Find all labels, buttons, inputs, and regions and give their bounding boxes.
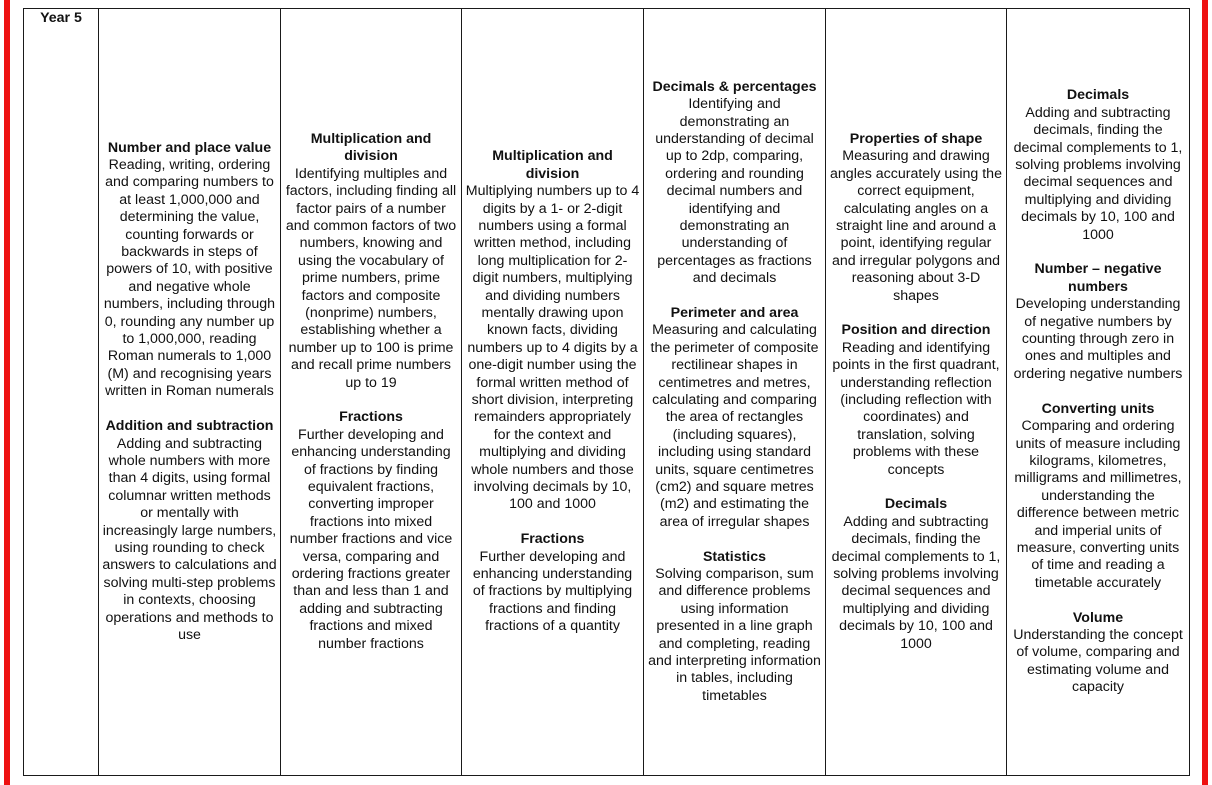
topic-section [829, 131, 1003, 305]
topic-title: Fractions [520, 531, 585, 548]
topic-title: Decimals [1066, 87, 1130, 104]
topic-section [465, 148, 640, 514]
term-cell-5 [826, 9, 1007, 776]
page-border-left [4, 0, 10, 785]
topic-title: Volume [1072, 609, 1124, 626]
topic-description: Measuring and calculating the perimeter of composite rectilinear shapes in centimetres and metres, calculating and comparing the area of rectangles (including squares), including using standard units, square centimetres (cm2) and square metres (m2) and estimating the area of irregular shapes [650, 322, 819, 530]
topic-section [647, 549, 822, 706]
topic-section [829, 496, 1003, 653]
topic-description: Developing understanding of negative numbers by counting through zero in ones and multiples and ordering negative numbers [1013, 296, 1183, 382]
topic-description: Multiplying numbers up to 4 digits by a 1- or 2-digit numbers using a formal written method, including long multiplication for 2-digit numbers, multiplying and dividing numbers mentally drawing upon known facts, dividing numbers up to 4 digits by a one-digit number using the formal written method of short division, interpreting remainders appropriately for the context and multiplying and dividing whole numbers and those involving decimals by 10, 100 and 1000 [465, 183, 640, 513]
topic-description: Adding and subtracting whole numbers with more than 4 digits, using formal columnar written methods or mentally with increasingly large numbers, using rounding to check answers to calculations and solving multi-step problems in contexts, choosing operations and methods to use [102, 435, 277, 643]
topic-description: Measuring and drawing angles accurately using the correct equipment, calculating angles on a straight line and around a point, identifying regular and irregular polygons and reasoning about 3-D shapes [830, 148, 1002, 304]
topic-section [465, 531, 640, 635]
term-cell-6 [1007, 9, 1190, 776]
topic-title: Position and direction [841, 322, 991, 339]
topic-title: Number and place value [107, 139, 272, 156]
topic-description: Further developing and enhancing understanding of fractions by finding equivalent fractions, converting improper fractions into mixed number fractions and vice versa, comparing and ordering fractions greater than and less than 1 and adding and subtracting fractions and mixed number fractions [289, 426, 453, 652]
topic-title: Perimeter and area [670, 304, 799, 321]
topic-description: Identifying multiples and factors, including finding all factor pairs of a number and common factors of two numbers, knowing and using the vocabulary of prime numbers, prime factors and composite (nonprime) numbers, establishing whether a number up to 100 is prime and recall prime numbers up to 19 [285, 165, 457, 391]
topic-section [284, 131, 458, 392]
topic-section [284, 409, 458, 653]
topic-section [1010, 261, 1186, 383]
topic-description: Reading, writing, ordering and comparing numbers to at least 1,000,000 and determining the value, counting forwards or backwards in steps of powers of 10, with positive and negative whole numbers, including through 0, rounding any number up to 1,000,000, reading Roman numerals to 1,000 (M) and recognising years written in Roman numerals [103, 157, 276, 400]
topic-title: Converting units [1041, 400, 1155, 417]
topic-description: Reading and identifying points in the first quadrant, understanding reflection (including reflection with coordinates) and translation, solving problems with these concepts [832, 339, 1000, 478]
topic-title: Addition and subtraction [105, 418, 274, 435]
topic-title: Multiplication and division [310, 130, 432, 165]
topic-title: Decimals & percentages [652, 78, 817, 95]
topic-title: Statistics [702, 548, 767, 565]
table-row [24, 9, 1190, 776]
topic-description: Understanding the concept of volume, comparing and estimating volume and capacity [1013, 626, 1183, 696]
curriculum-table [23, 8, 1190, 776]
term-cell-3 [462, 9, 644, 776]
term-cell-2 [281, 9, 462, 776]
year-label: Year 5 [24, 9, 99, 776]
topic-section [647, 305, 822, 531]
topic-title: Fractions [339, 409, 403, 426]
topic-section [102, 140, 277, 401]
term-cell-4 [644, 9, 826, 776]
topic-description: Solving comparison, sum and difference problems using information presented in a line graph and completing, reading and interpreting information in tables, including timetables [648, 566, 821, 704]
topic-description: Adding and subtracting decimals, finding the decimal complements to 1, solving problems involving decimal sequences and multiplying and dividing decimals by 10, 100 and 1000 [831, 513, 1001, 652]
topic-section [829, 322, 1003, 479]
topic-description: Further developing and enhancing understanding of fractions by multiplying fractions and finding fractions of a quantity [472, 548, 633, 635]
topic-title: Number – negative numbers [1034, 261, 1162, 295]
topic-description: Comparing and ordering units of measure including kilograms, kilometres, milligrams and millimetres, understanding the difference between metric and imperial units of measure, converting units of time and reading a timetable accurately [1014, 418, 1182, 591]
topic-description: Identifying and demonstrating an understanding of decimal up to 2dp, comparing, ordering and rounding decimal numbers and identifying and demonstrating an understanding of percentages as fractions and decimals [655, 96, 814, 287]
topic-section [1010, 401, 1186, 592]
page-border-right [1202, 0, 1208, 785]
topic-section [1010, 610, 1186, 697]
term-cell-1 [99, 9, 281, 776]
topic-section [102, 418, 277, 644]
topic-description: Adding and subtracting decimals, finding the decimal complements to 1, solving problems involving decimal sequences and multiplying and dividing decimals by 10, 100 and 1000 [1013, 104, 1183, 243]
topic-section [1010, 87, 1186, 244]
topic-title: Multiplication and division [492, 148, 613, 182]
topic-section [647, 79, 822, 288]
topic-title: Decimals [884, 496, 948, 513]
topic-title: Properties of shape [849, 130, 983, 147]
